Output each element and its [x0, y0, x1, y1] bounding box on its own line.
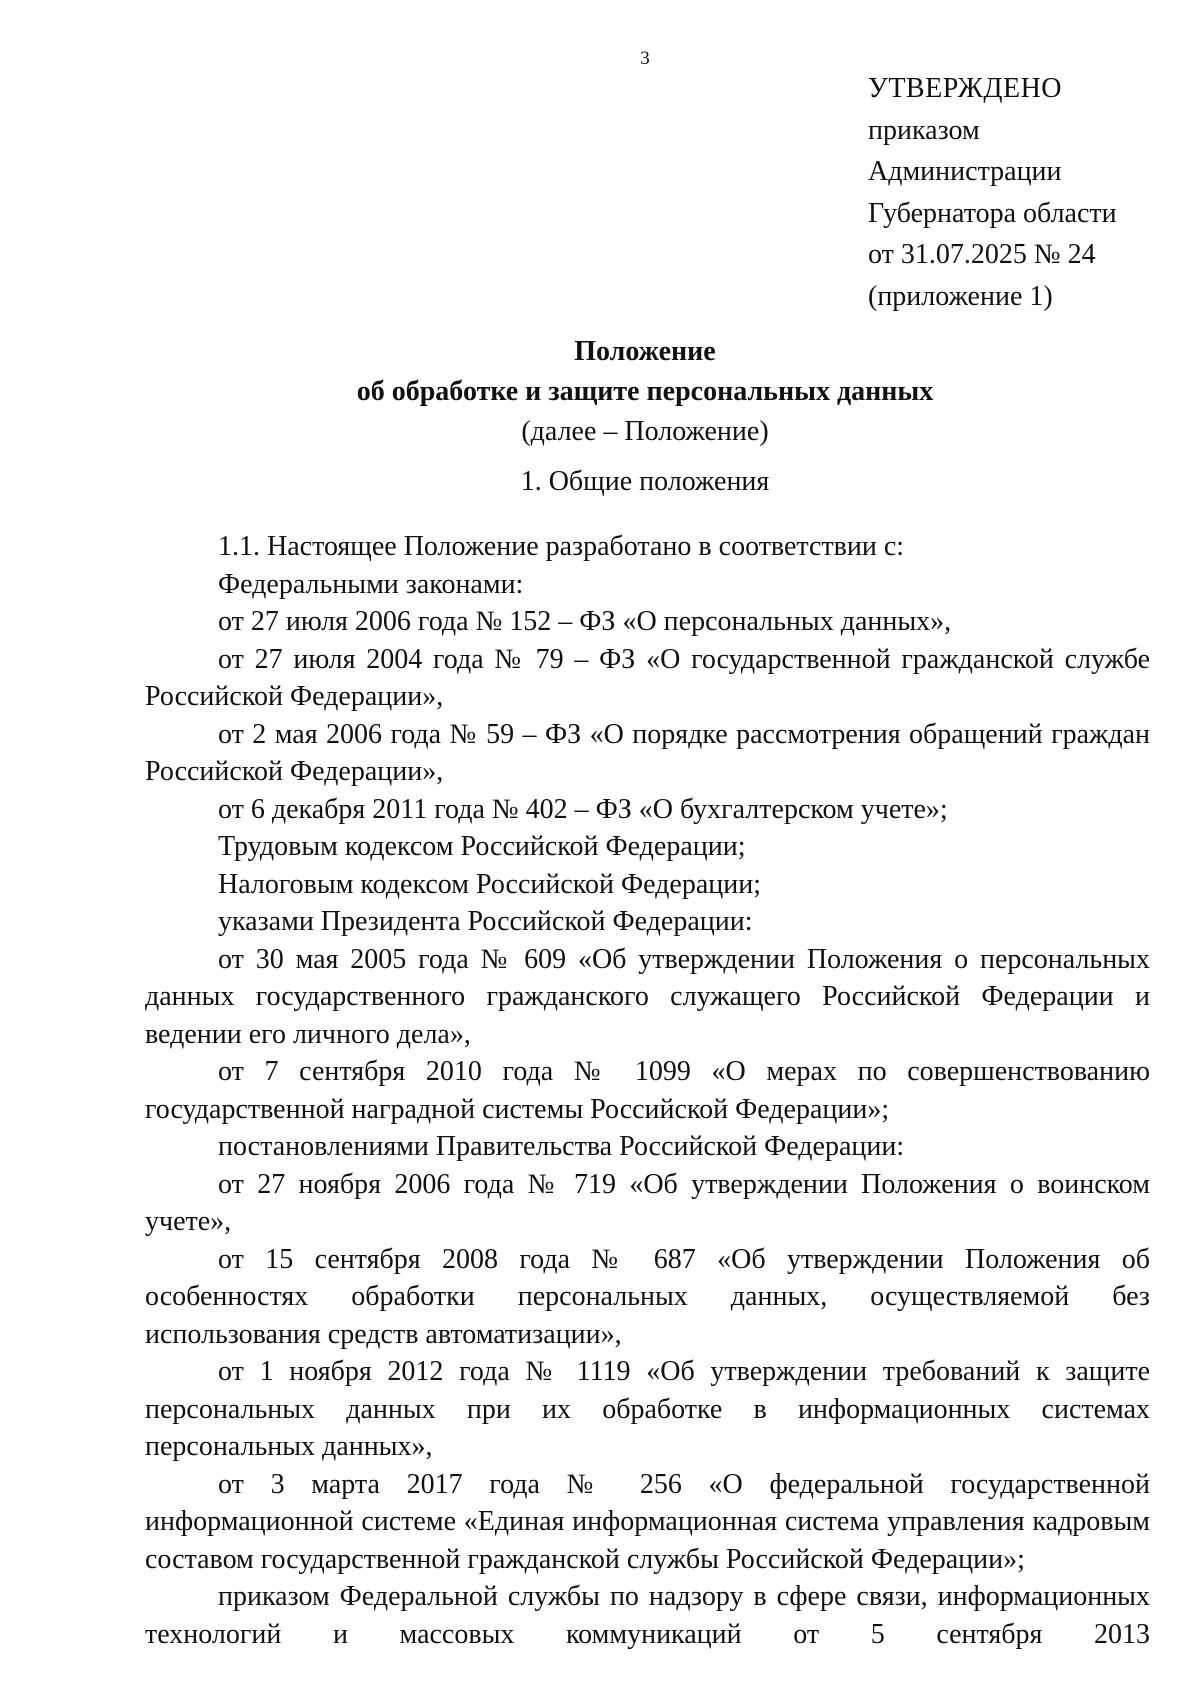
- approval-line: Администрации: [868, 156, 1062, 187]
- paragraph: от 2 мая 2006 года № 59 – ФЗ «О порядке рассмотрения обращений граждан Российской Федерации»,: [145, 718, 1150, 787]
- approval-line: от 31.07.2025 № 24: [868, 239, 1096, 270]
- document-title: [145, 332, 1145, 452]
- paragraph: Федеральными законами:: [218, 568, 524, 600]
- document-body: [145, 528, 1150, 1653]
- title-line: об обработке и защите персональных данных: [356, 376, 934, 407]
- paragraph: от 27 июля 2004 года № 79 – ФЗ «О государственной гражданской службе Российской Федерации»,: [145, 643, 1150, 712]
- paragraph: постановлениями Правительства Российской Федерации:: [218, 1131, 905, 1162]
- page-number: 3: [640, 48, 650, 69]
- approval-stamp: [868, 68, 1117, 317]
- approval-line: Губернатора области: [868, 197, 1117, 229]
- paragraph: от 27 июля 2006 года № 152 – ФЗ «О персональных данных»,: [218, 606, 952, 637]
- paragraph: от 27 ноября 2006 года № 719 «Об утверждении Положения о воинском учете»,: [145, 1168, 1150, 1237]
- paragraph: указами Президента Российской Федерации:: [218, 906, 753, 937]
- paragraph: от 15 сентября 2008 года № 687 «Об утверждении Положения об особенностях обработки персональных данных, осуществляемой без использования средств автоматизации»,: [145, 1243, 1150, 1350]
- paragraph: от 6 декабря 2011 года № 402 – ФЗ «О бухгалтерском учете»;: [218, 793, 948, 825]
- approval-line: приказом: [868, 114, 980, 146]
- approval-line: УТВЕРЖДЕНО: [868, 73, 1063, 104]
- paragraph: от 3 марта 2017 года № 256 «О федеральной государственной информационной системе «Единая информационная система управления кадровым составом государственной гражданской службы Российской Федерации»;: [145, 1468, 1150, 1575]
- paragraph: Налоговым кодексом Российской Федерации;: [218, 868, 761, 900]
- title-line: Положение: [574, 336, 716, 367]
- paragraph: 1.1. Настоящее Положение разработано в соответствии с:: [218, 531, 905, 562]
- paragraph: приказом Федеральной службы по надзору в сфере связи, информационных технологий и массовых коммуникаций от 5 сентября 2013: [145, 1581, 1150, 1650]
- paragraph: от 1 ноября 2012 года № 1119 «Об утверждении требований к защите персональных данных при их обработке в информационных системах персональных данных»,: [145, 1356, 1150, 1462]
- paragraph: от 7 сентября 2010 года № 1099 «О мерах по совершенствованию государственной наградной системы Российской Федерации»;: [145, 1056, 1150, 1125]
- title-note: (далее – Положение): [521, 416, 769, 447]
- approval-line: (приложение 1): [868, 280, 1053, 312]
- section-heading: 1. Общие положения: [520, 466, 770, 497]
- paragraph: от 30 мая 2005 года № 609 «Об утверждении Положения о персональных данных государственного гражданского служащего Российской Федерации и ведении его личного дела»,: [145, 943, 1150, 1050]
- paragraph: Трудовым кодексом Российской Федерации;: [218, 831, 746, 862]
